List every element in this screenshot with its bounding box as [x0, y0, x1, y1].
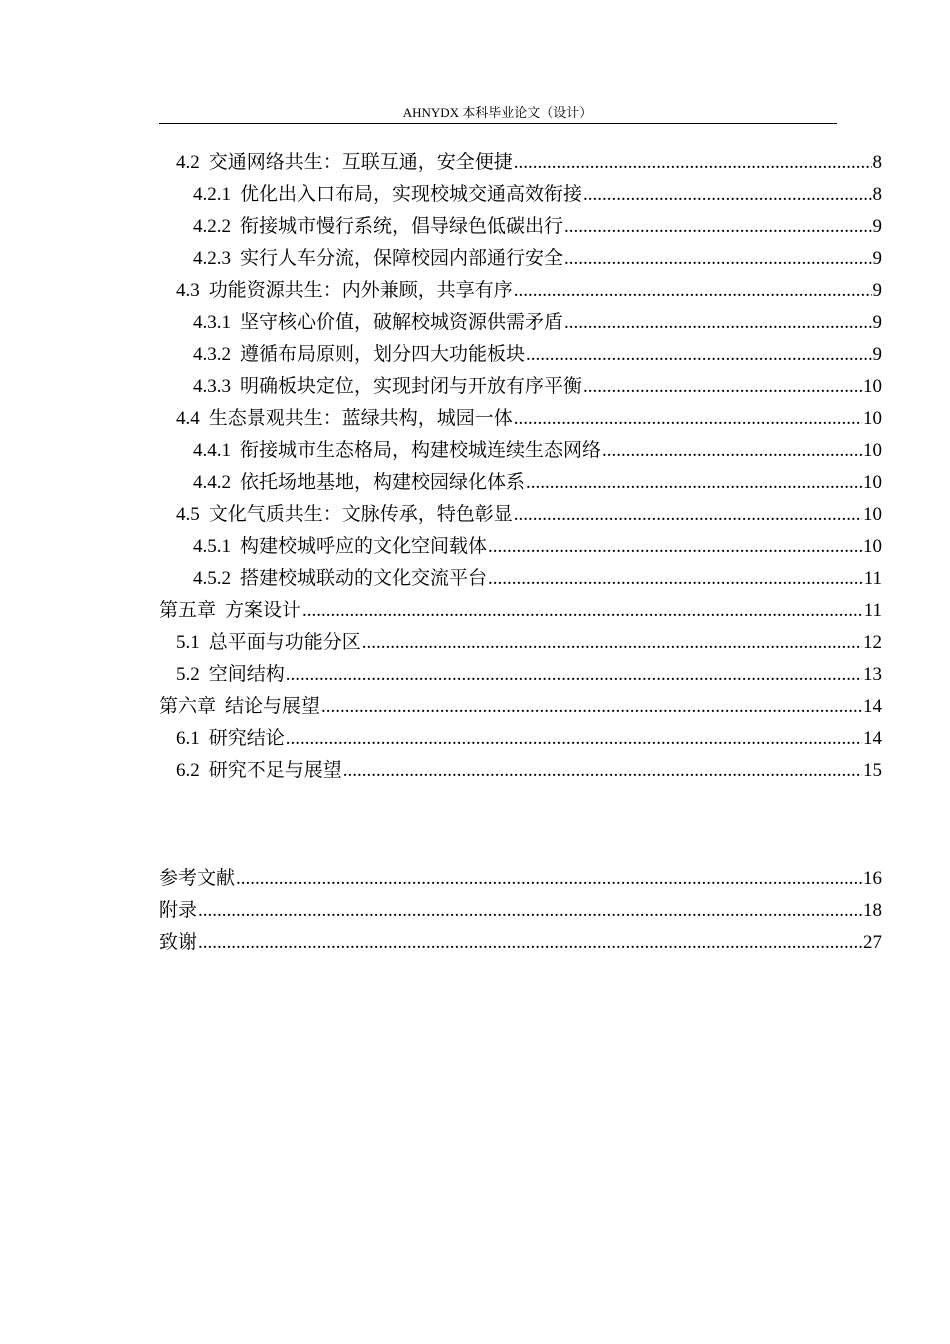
toc-dot-leader [321, 691, 862, 723]
toc-entry-title [159, 894, 197, 926]
toc-entry-title [193, 306, 563, 339]
toc-entry[interactable] [159, 210, 882, 242]
toc-page-number: 10 [863, 376, 882, 397]
toc-dot-leader [583, 179, 871, 211]
toc-entry[interactable] [159, 434, 882, 466]
toc-entry[interactable] [159, 754, 882, 786]
toc-entry-number: 第五章 [159, 600, 217, 621]
toc-entry-number: 5.1 [176, 632, 200, 653]
toc-entry-text: 文化气质共生：文脉传承，特色彰显 [208, 503, 513, 525]
toc-entry-title [176, 498, 513, 531]
toc-entry-text: 结论与展望 [225, 695, 321, 717]
toc-dot-leader [514, 275, 872, 307]
toc-dot-leader [514, 403, 862, 435]
toc-entry-text: 优化出入口布局，实现校城交通高效衔接 [240, 183, 583, 205]
toc-entry-text: 方案设计 [225, 599, 302, 621]
toc-entry-title [159, 594, 301, 627]
toc-entry-number: 4.2.1 [193, 184, 231, 205]
toc-entry-number: 5.2 [176, 664, 200, 685]
toc-entry[interactable] [159, 466, 882, 498]
toc-dot-leader [198, 895, 862, 927]
toc-entry-text: 空间结构 [208, 663, 285, 685]
toc-entry-text: 衔接城市生态格局，构建校城连续生态网络 [240, 439, 602, 461]
toc-entry-text: 遵循布局原则，划分四大功能板块 [240, 343, 526, 365]
toc-entry-title [193, 466, 525, 499]
toc-entry[interactable] [159, 690, 882, 722]
toc-entry-number: 4.3.1 [193, 312, 231, 333]
toc-entry-text: 坚守核心价值，破解校城资源供需矛盾 [240, 311, 564, 333]
toc-dot-leader [198, 927, 862, 959]
toc-page-number: 14 [863, 728, 882, 749]
toc-entry-text: 研究结论 [208, 727, 285, 749]
toc-dot-leader [488, 531, 862, 563]
toc-entry-title [159, 926, 197, 958]
toc-entry-title [176, 658, 285, 691]
toc-entry-title [176, 402, 513, 435]
toc-dot-leader [564, 243, 871, 275]
toc-entry-title [193, 562, 487, 595]
toc-entry[interactable] [159, 894, 882, 926]
toc-entry-text: 衔接城市慢行系统，倡导绿色低碳出行 [240, 215, 564, 237]
toc-entry-title [193, 370, 582, 403]
toc-entry-title [193, 178, 582, 211]
toc-entry-title [159, 690, 320, 723]
toc-entry-number: 6.1 [176, 728, 200, 749]
toc-entry[interactable] [159, 306, 882, 338]
toc-dot-leader [286, 659, 862, 691]
toc-page-number: 18 [863, 900, 882, 921]
toc-entry-title [176, 722, 285, 755]
toc-entry-number: 4.3.3 [193, 376, 231, 397]
toc-entry-title [193, 210, 563, 243]
toc-page-number: 15 [863, 760, 882, 781]
toc-entry[interactable] [159, 178, 882, 210]
toc-entry-number: 4.5.2 [193, 568, 231, 589]
toc-page-number: 11 [863, 568, 882, 589]
toc-entry-text: 交通网络共生：互联互通，安全便捷 [208, 151, 513, 173]
toc-entry-text: 总平面与功能分区 [208, 631, 361, 653]
toc-entry[interactable] [159, 594, 882, 626]
toc-entry-number: 4.4.1 [193, 440, 231, 461]
toc-entry-text: 研究不足与展望 [208, 759, 342, 781]
toc-entry-number: 4.3 [176, 280, 200, 301]
toc-entry-number: 4.2.2 [193, 216, 231, 237]
toc-entry-title [193, 434, 601, 467]
toc-entry-title [159, 862, 235, 894]
toc-dot-leader [488, 563, 863, 595]
toc-entry-number: 4.2.3 [193, 248, 231, 269]
toc-entry[interactable] [159, 402, 882, 434]
toc-page-number: 10 [863, 408, 882, 429]
toc-entry-number: 4.5 [176, 504, 200, 525]
header-rule [159, 123, 837, 124]
toc-entry-number: 4.2 [176, 152, 200, 173]
toc-entry[interactable] [159, 274, 882, 306]
toc-page-number: 12 [863, 632, 882, 653]
toc-entry-text: 依托场地基地，构建校园绿化体系 [240, 471, 526, 493]
toc-entry-title [193, 242, 563, 275]
toc-dot-leader [514, 499, 862, 531]
toc-page-number: 9 [872, 344, 882, 365]
toc-page-number: 9 [872, 312, 882, 333]
toc-entry-number: 6.2 [176, 760, 200, 781]
toc-entry[interactable] [159, 242, 882, 274]
toc-entry[interactable] [159, 562, 882, 594]
toc-page-number: 10 [863, 440, 882, 461]
toc-entry-text: 生态景观共生：蓝绿共构，城园一体 [208, 407, 513, 429]
toc-dot-leader [526, 467, 862, 499]
toc-page-number: 8 [872, 152, 882, 173]
toc-entry-text: 实行人车分流，保障校园内部通行安全 [240, 247, 564, 269]
toc-entry-text: 功能资源共生：内外兼顾，共享有序 [208, 279, 513, 301]
toc-dot-leader [526, 339, 871, 371]
toc-entry-title [176, 146, 513, 179]
toc-entry-title [193, 530, 487, 563]
toc-entry[interactable] [159, 338, 882, 370]
toc-page-number: 10 [863, 536, 882, 557]
running-header: AHNYDX 本科毕业论文（设计） [402, 105, 593, 120]
toc-entry-number: 第六章 [159, 696, 217, 717]
toc-entry-text: 构建校城呼应的文化空间载体 [240, 535, 488, 557]
toc-page-number: 11 [863, 600, 882, 621]
toc-entry[interactable] [159, 146, 882, 178]
toc-entry-text: 参考文献 [159, 867, 236, 889]
toc-entry[interactable] [159, 658, 882, 690]
toc-entry[interactable] [159, 370, 882, 402]
toc-dot-leader [302, 595, 863, 627]
toc-page-number: 8 [872, 184, 882, 205]
toc-entry-number: 4.4 [176, 408, 200, 429]
toc-entry[interactable] [159, 722, 882, 754]
toc-entry[interactable] [159, 626, 882, 658]
toc-dot-leader [514, 147, 872, 179]
toc-dot-leader [236, 863, 862, 895]
toc-entry[interactable] [159, 498, 882, 530]
toc-page-number: 14 [863, 696, 882, 717]
toc-entry-text: 附录 [159, 899, 198, 921]
toc-page-number: 9 [872, 280, 882, 301]
toc-dot-leader [362, 627, 862, 659]
toc-entry-title [176, 626, 361, 659]
toc-entry[interactable] [159, 926, 882, 958]
toc-dot-leader [286, 723, 862, 755]
toc-page-number: 10 [863, 504, 882, 525]
toc-page-number: 10 [863, 472, 882, 493]
toc-entry-number: 4.4.2 [193, 472, 231, 493]
toc-entry-text: 致谢 [159, 931, 198, 953]
toc-entry-text: 搭建校城联动的文化交流平台 [240, 567, 488, 589]
toc-page-number: 9 [872, 248, 882, 269]
toc-page-number: 9 [872, 216, 882, 237]
toc-dot-leader [564, 307, 871, 339]
toc-page-number: 16 [863, 868, 882, 889]
toc-entry-text: 明确板块定位，实现封闭与开放有序平衡 [240, 375, 583, 397]
toc-entry-number: 4.3.2 [193, 344, 231, 365]
toc-dot-leader [343, 755, 862, 787]
toc-entry-title [176, 274, 513, 307]
toc-entry[interactable] [159, 530, 882, 562]
toc-dot-leader [583, 371, 862, 403]
toc-dot-leader [602, 435, 862, 467]
toc-entry-title [193, 338, 525, 371]
toc-page-number: 13 [863, 664, 882, 685]
toc-dot-leader [564, 211, 871, 243]
toc-entry-title [176, 754, 342, 787]
toc-entry-number: 4.5.1 [193, 536, 231, 557]
toc-page-number: 27 [863, 932, 882, 953]
toc-entry[interactable] [159, 862, 882, 894]
